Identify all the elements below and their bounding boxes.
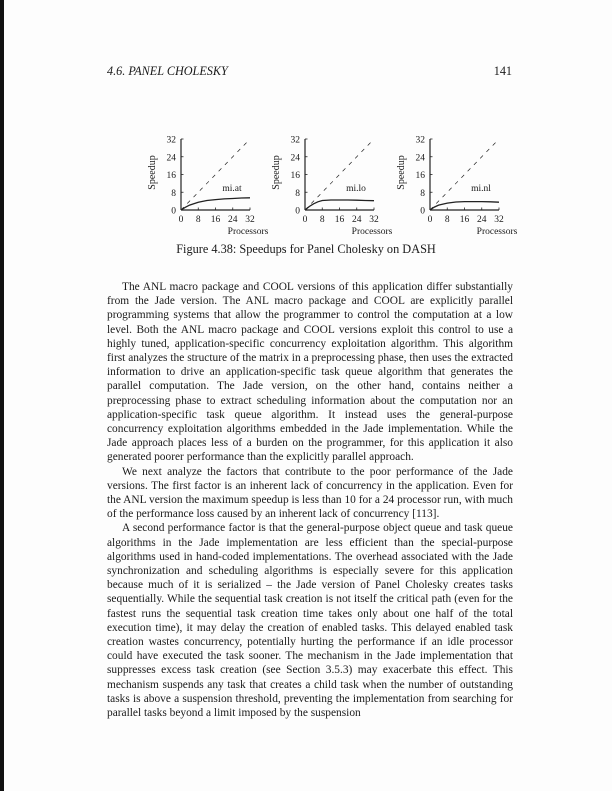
y-tick-label: 8 [295, 188, 300, 199]
x-tick-label: 32 [369, 215, 379, 225]
x-tick-label: 16 [459, 215, 470, 225]
y-axis-label: Speedup [396, 155, 407, 190]
body-text [107, 280, 513, 720]
y-tick-label: 16 [290, 171, 300, 181]
running-header [107, 64, 512, 80]
y-axis-label: Speedup [271, 155, 282, 190]
x-tick-label: 24 [228, 215, 238, 225]
x-tick-label: 32 [245, 215, 255, 225]
y-tick-label: 24 [166, 153, 176, 164]
y-tick-label: 0 [171, 206, 176, 217]
y-tick-label: 24 [290, 153, 300, 164]
y-tick-label: 32 [290, 135, 300, 146]
paragraph-1: The ANL macro package and COOL versions of this application differ substantially from the Jade version. The ANL macro package and COOL are explicitly parallel programming systems that allow the programmer to control the computation at a low level. Both the ANL macro package and COOL versions exploit this control to use a highly tuned, application-specific concurrency exploitation algorithm. This algorithm first analyzes the structure of the matrix in a preprocessing phase, then uses the extracted information to drive an application-specific task queue algorithm that generates the parallel computation. The Jade version, on the other hand, contains neither a preprocessing phase to extract scheduling information about the computation nor an application-specific task queue algorithm. It instead uses the general-purpose concurrency exploitation algorithms embedded in the Jade implementation. While the Jade approach places less of a burden on the programmer, for this application it also generated poorer performance than the explicitly parallel approach. [107, 281, 513, 464]
y-tick-label: 16 [415, 171, 425, 181]
figure-speedups [0, 120, 612, 260]
x-tick-label: 8 [319, 215, 325, 225]
series-label: mi.at [222, 184, 242, 195]
ideal-speedup-line [430, 139, 499, 210]
x-tick-label: 8 [444, 215, 450, 225]
x-tick-label: 16 [334, 215, 345, 225]
x-tick-label: 0 [178, 215, 184, 225]
series-label: mi.lo [346, 184, 366, 195]
x-tick-label: 0 [427, 215, 433, 225]
y-tick-label: 24 [415, 153, 425, 164]
y-tick-label: 8 [420, 188, 425, 199]
y-tick-label: 32 [415, 135, 425, 146]
paragraph-2: We next analyze the factors that contribute to the poor performance of the Jade versions. The first factor is an inherent lack of concurrency in the application. Even for the ANL version the maximum speedup is less than 10 for a 24 processor run, with much of the performance loss caused by an inherent lack of concurrency [113]. [107, 465, 513, 521]
y-tick-label: 8 [171, 188, 176, 199]
x-tick-label: 16 [210, 215, 221, 225]
paragraph-3: A second performance factor is that the general-purpose object queue and task queue algorithms in the Jade implementation are less efficient than the special-purpose algorithms used in hand-coded implementations. The overhead associated with the Jade synchronization and scheduling algorithms is especially severe for this application because much of it is serialized – the Jade version of Panel Cholesky creates tasks sequentially. While the sequential task creation is not itself the critical path (even for the fastest runs the sequential task creation time takes only about one half of the total execution time), it may delay the creation of enabled tasks. This delayed enabled task creation wastes concurrency, potentially hurting the performance if an idle processor could have executed the task sooner. The mechanism in the Jade implementation that suppresses excess task creation (see Section 3.5.3) may exacerbate this effect. This mechanism suspends any task that creates a child task when the number of outstanding tasks is above a suspension threshold, preventing the implementation from searching for parallel tasks beyond a limit imposed by the suspension [107, 522, 513, 720]
figure-caption: Figure 4.38: Speedups for Panel Cholesky on DASH [176, 242, 436, 256]
x-axis-label: Processors [227, 227, 269, 237]
series-label: mi.nl [471, 184, 491, 195]
y-tick-label: 0 [295, 206, 300, 217]
x-tick-label: 32 [494, 215, 504, 225]
page-number: 141 [493, 64, 512, 78]
y-tick-label: 0 [420, 206, 425, 217]
chart-mi-nl [389, 120, 519, 240]
x-tick-label: 8 [195, 215, 201, 225]
scanned-binding-edge [0, 0, 4, 791]
chart-mi-lo [264, 120, 394, 240]
chart-mi-at [140, 120, 270, 240]
x-tick-label: 0 [302, 215, 308, 225]
x-axis-label: Processors [351, 227, 393, 237]
x-tick-label: 24 [352, 215, 362, 225]
y-tick-label: 16 [166, 171, 176, 181]
y-tick-label: 32 [166, 135, 176, 146]
x-tick-label: 24 [477, 215, 487, 225]
y-axis-label: Speedup [147, 155, 158, 190]
section-title: 4.6. PANEL CHOLESKY [107, 64, 228, 78]
x-axis-label: Processors [476, 227, 518, 237]
